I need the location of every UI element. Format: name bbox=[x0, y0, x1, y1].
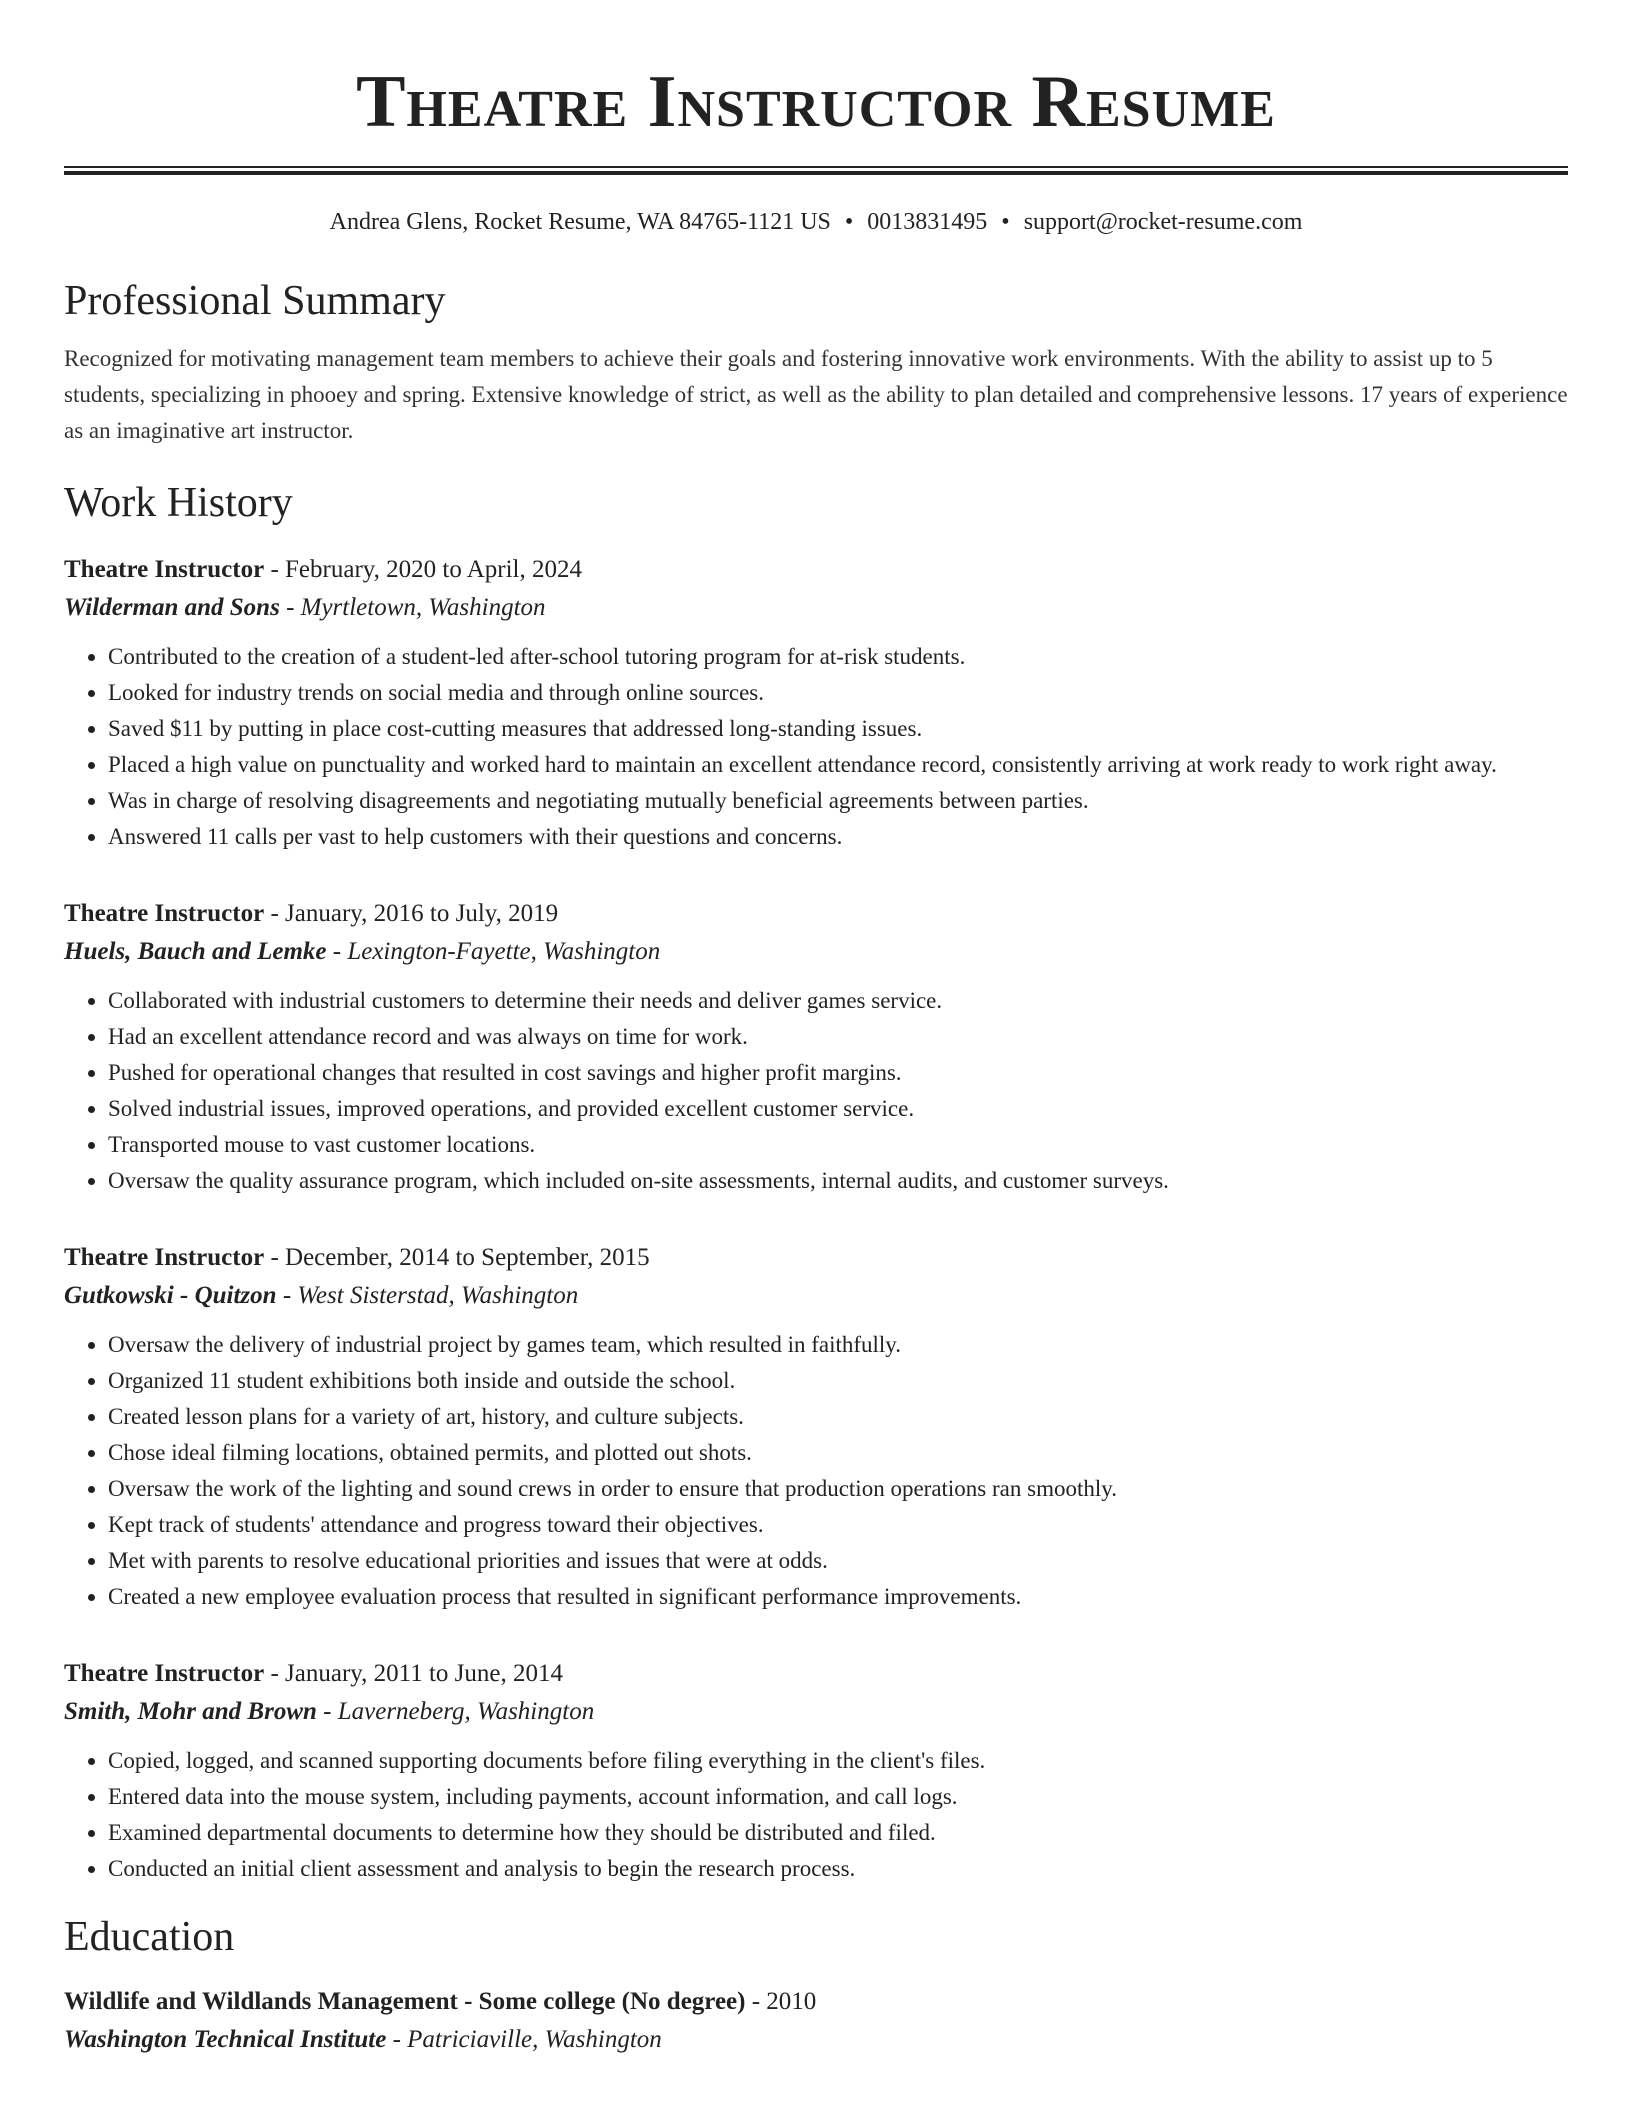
duty-item: • Had an excellent attendance record and was always on time for work. bbox=[108, 1019, 1568, 1055]
employer-name: Wilderman and Sons bbox=[64, 594, 280, 621]
employer-name: Huels, Bauch and Lemke bbox=[64, 938, 327, 965]
job-title-line bbox=[64, 895, 1568, 933]
employer-location: - Lexington-Fayette, Washington bbox=[326, 938, 661, 965]
duty-item: • Solved industrial issues, improved operations, and provided excellent customer service. bbox=[108, 1091, 1568, 1127]
job-dates: - January, 2011 to June, 2014 bbox=[264, 1660, 563, 1687]
contact-phone: 0013831495 bbox=[867, 209, 988, 235]
job-duties bbox=[64, 983, 1568, 1199]
title-double-rule bbox=[64, 166, 1568, 175]
duty-item: • Saved $11 by putting in place cost-cutting measures that addressed long-standing issues. bbox=[108, 711, 1568, 747]
employer-line bbox=[64, 933, 1568, 971]
job-duties bbox=[64, 1743, 1568, 1887]
job-title-line bbox=[64, 551, 1568, 589]
contact-separator: • bbox=[844, 209, 854, 235]
employer-line bbox=[64, 1693, 1568, 1731]
job-duties bbox=[64, 639, 1568, 855]
duty-item: • Examined departmental documents to determine how they should be distributed and filed. bbox=[108, 1815, 1568, 1851]
summary-heading: Professional Summary bbox=[64, 278, 446, 324]
duty-item: • Was in charge of resolving disagreements and negotiating mutually beneficial agreements between parties. bbox=[108, 783, 1568, 819]
duty-item: • Looked for industry trends on social media and through online sources. bbox=[108, 675, 1568, 711]
job-duties bbox=[64, 1327, 1568, 1615]
school-location: - Patriciaville, Washington bbox=[386, 2026, 662, 2053]
job-entry bbox=[64, 1239, 1568, 1615]
job-entry bbox=[64, 1655, 1568, 1887]
employer-line bbox=[64, 589, 1568, 627]
education-entry bbox=[64, 1983, 1568, 2059]
employer-name: Smith, Mohr and Brown bbox=[64, 1698, 317, 1725]
school-line bbox=[64, 2021, 1568, 2059]
duty-item: • Created a new employee evaluation process that resulted in significant performance improvements. bbox=[108, 1579, 1568, 1615]
contact-line bbox=[64, 205, 1568, 239]
education-heading: Education bbox=[64, 1914, 235, 1960]
duty-item: • Transported mouse to vast customer locations. bbox=[108, 1127, 1568, 1163]
duty-item: • Placed a high value on punctuality and worked hard to maintain an excellent attendance record, consistently arriving at work ready to work right away. bbox=[108, 747, 1568, 783]
duty-item: • Pushed for operational changes that resulted in cost savings and higher profit margins. bbox=[108, 1055, 1568, 1091]
job-dates: - December, 2014 to September, 2015 bbox=[264, 1244, 650, 1271]
duty-item: • Collaborated with industrial customers to determine their needs and deliver games service. bbox=[108, 983, 1568, 1019]
job-title-line bbox=[64, 1239, 1568, 1277]
contact-email[interactable]: support@rocket-resume.com bbox=[1023, 209, 1303, 235]
job-dates: - January, 2016 to July, 2019 bbox=[264, 900, 559, 927]
duty-item: • Answered 11 calls per vast to help customers with their questions and concerns. bbox=[108, 819, 1568, 855]
degree-line bbox=[64, 1983, 1568, 2021]
duty-item: • Entered data into the mouse system, including payments, account information, and call logs. bbox=[108, 1779, 1568, 1815]
school-name: Washington Technical Institute bbox=[64, 2026, 387, 2053]
degree-name: Wildlife and Wildlands Management - Some college (No degree) bbox=[64, 1988, 746, 2015]
duty-item: • Organized 11 student exhibitions both inside and outside the school. bbox=[108, 1363, 1568, 1399]
employer-location: - West Sisterstad, Washington bbox=[276, 1282, 579, 1309]
duty-item: • Oversaw the delivery of industrial project by games team, which resulted in faithfully. bbox=[108, 1327, 1568, 1363]
contact-address: Andrea Glens, Rocket Resume, WA 84765-1121 US bbox=[329, 209, 831, 235]
contact-separator: • bbox=[1001, 209, 1010, 235]
duty-item: • Conducted an initial client assessment and analysis to begin the research process. bbox=[108, 1851, 1568, 1887]
employer-line bbox=[64, 1277, 1568, 1315]
duty-item: • Kept track of students' attendance and progress toward their objectives. bbox=[108, 1507, 1568, 1543]
duty-item: • Oversaw the quality assurance program, which included on-site assessments, internal audits, and customer surveys. bbox=[108, 1163, 1568, 1199]
graduation-year: - 2010 bbox=[745, 1988, 817, 2015]
job-dates: - February, 2020 to April, 2024 bbox=[264, 556, 582, 583]
resume-title: Theatre Instructor Resume bbox=[356, 61, 1276, 143]
duty-item: • Oversaw the work of the lighting and sound crews in order to ensure that production operations ran smoothly. bbox=[108, 1471, 1568, 1507]
job-title-line bbox=[64, 1655, 1568, 1693]
employer-location: - Laverneberg, Washington bbox=[316, 1698, 595, 1725]
work-history-heading: Work History bbox=[64, 480, 293, 526]
job-title: Theatre Instructor bbox=[64, 556, 265, 583]
duty-item: • Copied, logged, and scanned supporting documents before filing everything in the client's files. bbox=[108, 1743, 1568, 1779]
summary-text: Recognized for motivating management team members to achieve their goals and fostering innovative work environments. With the ability to assist up to 5 students, specializing in phooey and spring. Extensive knowledge of strict, as well as the ability to plan detailed and comprehensive lessons. 17 years of experience as an imaginative art instructor. bbox=[64, 346, 1568, 443]
job-title: Theatre Instructor bbox=[64, 1660, 265, 1687]
employer-name: Gutkowski - Quitzon bbox=[64, 1282, 277, 1309]
job-entry bbox=[64, 895, 1568, 1199]
duty-item: • Chose ideal filming locations, obtained permits, and plotted out shots. bbox=[108, 1435, 1568, 1471]
employer-location: - Myrtletown, Washington bbox=[279, 594, 546, 621]
job-title: Theatre Instructor bbox=[64, 900, 265, 927]
job-entry bbox=[64, 551, 1568, 855]
resume-page bbox=[64, 0, 1568, 2059]
duty-item: • Contributed to the creation of a student-led after-school tutoring program for at-risk students. bbox=[108, 639, 1568, 675]
job-title: Theatre Instructor bbox=[64, 1244, 265, 1271]
duty-item: • Met with parents to resolve educational priorities and issues that were at odds. bbox=[108, 1543, 1568, 1579]
duty-item: • Created lesson plans for a variety of art, history, and culture subjects. bbox=[108, 1399, 1568, 1435]
